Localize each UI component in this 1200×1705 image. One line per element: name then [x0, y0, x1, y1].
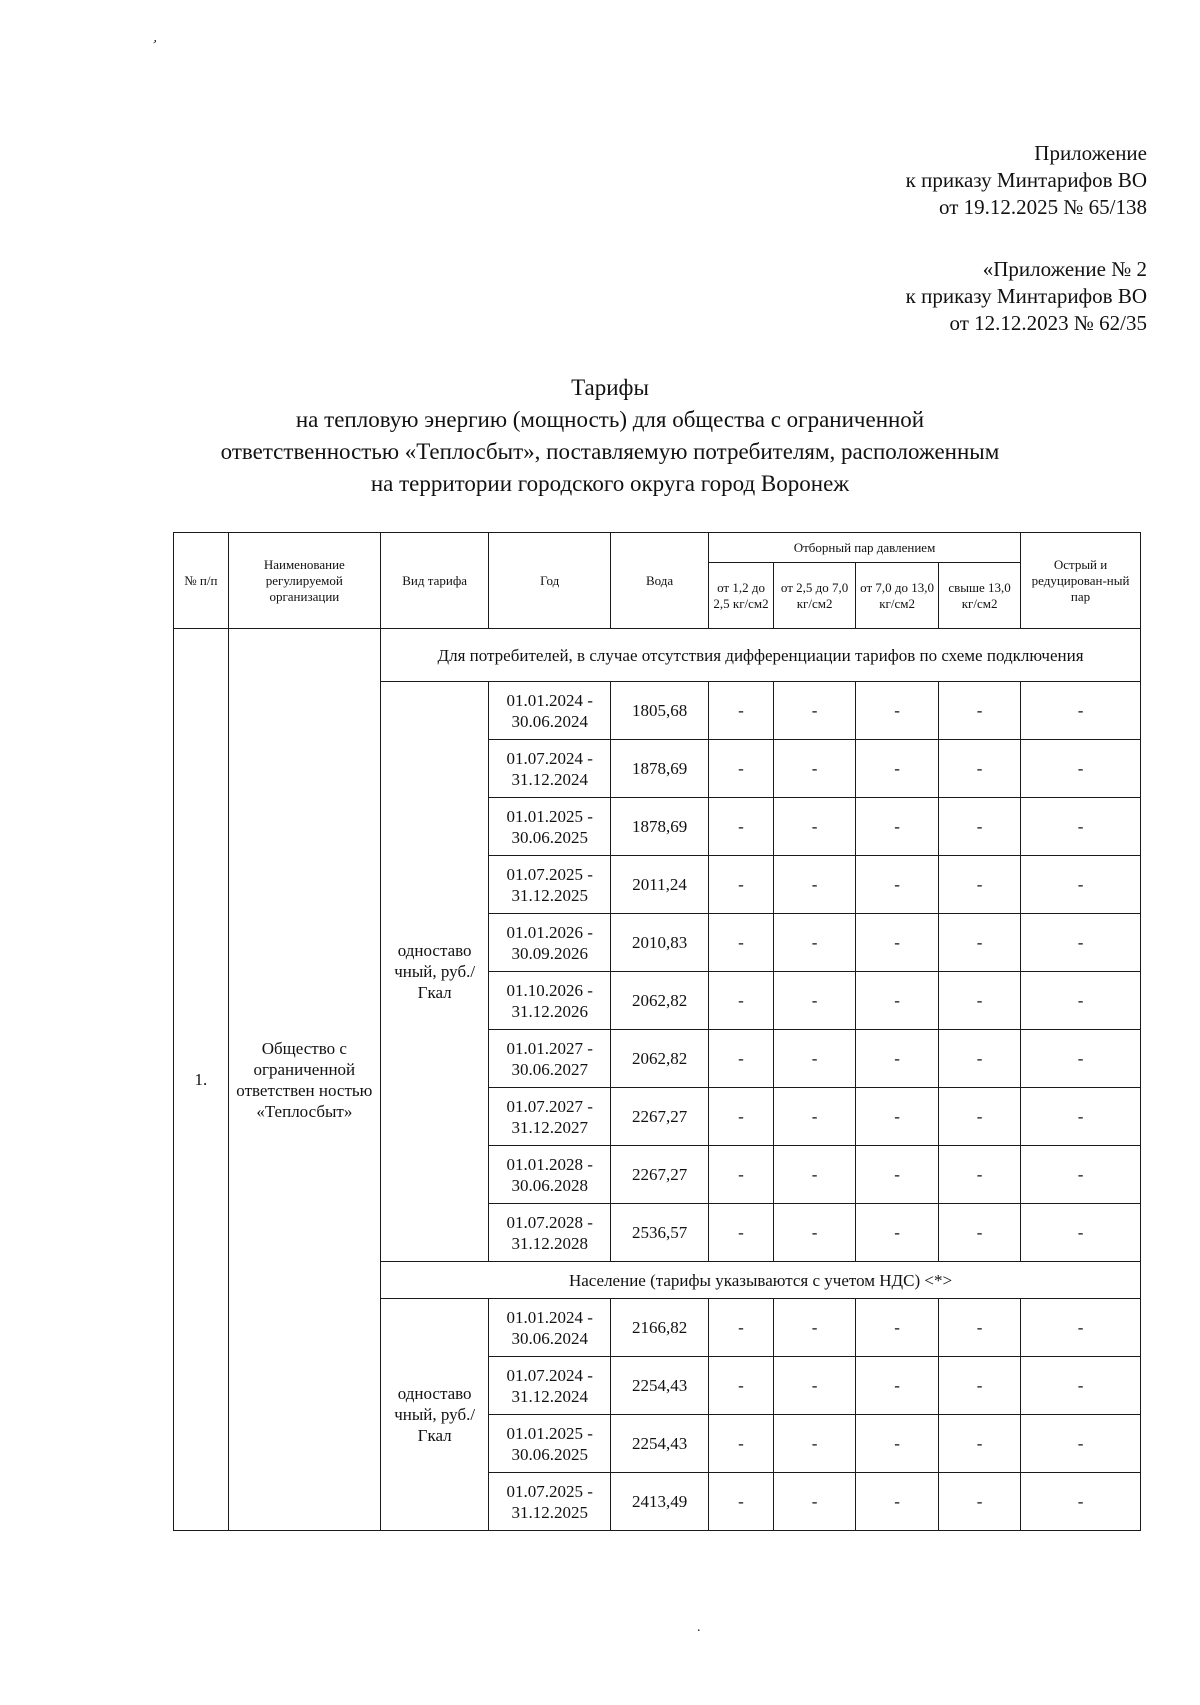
water-tariff-cell: 1805,68: [611, 682, 709, 740]
steam-tariff-cell: -: [856, 682, 939, 740]
water-tariff-cell: 2267,27: [611, 1088, 709, 1146]
steam-tariff-cell: -: [939, 682, 1021, 740]
steam-tariff-cell: -: [774, 1146, 856, 1204]
period-cell: 01.01.2028 - 30.06.2028: [489, 1146, 611, 1204]
appendix-header: [906, 140, 1147, 221]
steam-tariff-cell: -: [708, 1204, 773, 1262]
steam-tariff-cell: -: [1021, 1030, 1141, 1088]
steam-tariff-cell: -: [708, 1415, 773, 1473]
appendix-line: от 12.12.2023 № 62/35: [949, 311, 1147, 335]
steam-tariff-cell: -: [939, 1146, 1021, 1204]
appendix-line: «Приложение № 2: [982, 257, 1147, 281]
water-tariff-cell: 2010,83: [611, 914, 709, 972]
appendix-line: к приказу Минтарифов ВО: [905, 284, 1147, 308]
steam-tariff-cell: -: [1021, 1146, 1141, 1204]
steam-tariff-cell: -: [774, 972, 856, 1030]
header-steam-1: от 1,2 до 2,5 кг/см2: [708, 563, 773, 629]
header-steam-2: от 2,5 до 7,0 кг/см2: [774, 563, 856, 629]
title-line: на тепловую энергию (мощность) для общества с ограниченной: [295, 407, 925, 432]
steam-tariff-cell: -: [856, 914, 939, 972]
steam-tariff-cell: -: [774, 1204, 856, 1262]
steam-tariff-cell: -: [939, 798, 1021, 856]
steam-tariff-cell: -: [1021, 1204, 1141, 1262]
period-cell: 01.01.2024 - 30.06.2024: [489, 682, 611, 740]
steam-tariff-cell: -: [1021, 1473, 1141, 1531]
steam-tariff-cell: -: [774, 740, 856, 798]
tariff-type: одноставо чный, руб./Гкал: [381, 1299, 489, 1531]
steam-tariff-cell: -: [1021, 1415, 1141, 1473]
header-steam-4: свыше 13,0 кг/см2: [939, 563, 1021, 629]
section-row: [174, 629, 1141, 682]
header-num: № п/п: [174, 533, 229, 629]
steam-tariff-cell: -: [856, 856, 939, 914]
steam-tariff-cell: -: [939, 1299, 1021, 1357]
steam-tariff-cell: -: [856, 1204, 939, 1262]
steam-tariff-cell: -: [856, 1357, 939, 1415]
appendix-line: от 19.12.2025 № 65/138: [938, 195, 1147, 219]
steam-tariff-cell: -: [774, 1357, 856, 1415]
header-sharp-steam: Острый и редуцирован-ный пар: [1021, 533, 1141, 629]
steam-tariff-cell: -: [856, 798, 939, 856]
section-title: Население (тарифы указываются с учетом НДС) <*>: [381, 1262, 1141, 1299]
steam-tariff-cell: -: [1021, 1357, 1141, 1415]
header-year: Год: [489, 533, 611, 629]
document-title: [160, 372, 1060, 500]
steam-tariff-cell: -: [774, 1030, 856, 1088]
scan-artifact-mark: ʼ: [148, 37, 159, 54]
period-cell: 01.01.2026 - 30.09.2026: [489, 914, 611, 972]
header-org: Наименование регулируемой организации: [228, 533, 380, 629]
steam-tariff-cell: -: [1021, 1299, 1141, 1357]
title-main: Тарифы: [571, 375, 649, 400]
appendix-line: Приложение: [1034, 141, 1147, 165]
steam-tariff-cell: -: [774, 1473, 856, 1531]
steam-tariff-cell: -: [939, 1088, 1021, 1146]
steam-tariff-cell: -: [708, 1357, 773, 1415]
steam-tariff-cell: -: [1021, 972, 1141, 1030]
steam-tariff-cell: -: [708, 1030, 773, 1088]
steam-tariff-cell: -: [1021, 1088, 1141, 1146]
steam-tariff-cell: -: [856, 1030, 939, 1088]
steam-tariff-cell: -: [708, 1473, 773, 1531]
steam-tariff-cell: -: [708, 1146, 773, 1204]
row-number: 1.: [174, 629, 229, 1531]
steam-tariff-cell: -: [1021, 682, 1141, 740]
steam-tariff-cell: -: [774, 914, 856, 972]
period-cell: 01.07.2028 - 31.12.2028: [489, 1204, 611, 1262]
water-tariff-cell: 2062,82: [611, 1030, 709, 1088]
water-tariff-cell: 2166,82: [611, 1299, 709, 1357]
steam-tariff-cell: -: [708, 1299, 773, 1357]
steam-tariff-cell: -: [774, 856, 856, 914]
period-cell: 01.07.2024 - 31.12.2024: [489, 1357, 611, 1415]
appendix-original: [906, 256, 1147, 337]
steam-tariff-cell: -: [939, 1473, 1021, 1531]
steam-tariff-cell: -: [856, 740, 939, 798]
steam-tariff-cell: -: [708, 914, 773, 972]
steam-tariff-cell: -: [774, 798, 856, 856]
steam-tariff-cell: -: [939, 740, 1021, 798]
steam-tariff-cell: -: [708, 856, 773, 914]
steam-tariff-cell: -: [708, 1088, 773, 1146]
steam-tariff-cell: -: [856, 1088, 939, 1146]
steam-tariff-cell: -: [939, 1030, 1021, 1088]
header-row: [174, 533, 1141, 563]
steam-tariff-cell: -: [939, 856, 1021, 914]
steam-tariff-cell: -: [939, 914, 1021, 972]
steam-tariff-cell: -: [774, 682, 856, 740]
section-title: Для потребителей, в случае отсутствия дифференциации тарифов по схеме подключения: [381, 629, 1141, 682]
title-line: ответственностью «Теплосбыт», поставляемую потребителям, расположенным: [220, 439, 1000, 464]
tariff-type: одноставо чный, руб./Гкал: [381, 682, 489, 1262]
steam-tariff-cell: -: [939, 1415, 1021, 1473]
header-steam-group: Отборный пар давлением: [708, 533, 1020, 563]
header-tariff-type: Вид тарифа: [381, 533, 489, 629]
steam-tariff-cell: -: [856, 1146, 939, 1204]
period-cell: 01.01.2024 - 30.06.2024: [489, 1299, 611, 1357]
water-tariff-cell: 2011,24: [611, 856, 709, 914]
steam-tariff-cell: -: [1021, 856, 1141, 914]
water-tariff-cell: 2254,43: [611, 1415, 709, 1473]
steam-tariff-cell: -: [856, 972, 939, 1030]
steam-tariff-cell: -: [774, 1415, 856, 1473]
steam-tariff-cell: -: [939, 972, 1021, 1030]
steam-tariff-cell: -: [1021, 914, 1141, 972]
period-cell: 01.07.2025 - 31.12.2025: [489, 1473, 611, 1531]
header-steam-3: от 7,0 до 13,0 кг/см2: [856, 563, 939, 629]
steam-tariff-cell: -: [708, 798, 773, 856]
period-cell: 01.10.2026 - 31.12.2026: [489, 972, 611, 1030]
steam-tariff-cell: -: [708, 682, 773, 740]
water-tariff-cell: 2413,49: [611, 1473, 709, 1531]
water-tariff-cell: 2062,82: [611, 972, 709, 1030]
steam-tariff-cell: -: [856, 1415, 939, 1473]
steam-tariff-cell: -: [856, 1299, 939, 1357]
steam-tariff-cell: -: [1021, 798, 1141, 856]
header-water: Вода: [611, 533, 709, 629]
steam-tariff-cell: -: [939, 1357, 1021, 1415]
steam-tariff-cell: -: [939, 1204, 1021, 1262]
org-name: Общество с ограниченной ответствен ностью «Теплосбыт»: [228, 629, 380, 1531]
steam-tariff-cell: -: [708, 972, 773, 1030]
steam-tariff-cell: -: [708, 740, 773, 798]
period-cell: 01.07.2025 - 31.12.2025: [489, 856, 611, 914]
water-tariff-cell: 2536,57: [611, 1204, 709, 1262]
period-cell: 01.07.2024 - 31.12.2024: [489, 740, 611, 798]
period-cell: 01.01.2025 - 30.06.2025: [489, 798, 611, 856]
steam-tariff-cell: -: [1021, 740, 1141, 798]
period-cell: 01.07.2027 - 31.12.2027: [489, 1088, 611, 1146]
appendix-line: к приказу Минтарифов ВО: [905, 168, 1147, 192]
water-tariff-cell: 1878,69: [611, 798, 709, 856]
period-cell: 01.01.2027 - 30.06.2027: [489, 1030, 611, 1088]
steam-tariff-cell: -: [856, 1473, 939, 1531]
water-tariff-cell: 2267,27: [611, 1146, 709, 1204]
tariffs-table: [173, 532, 1141, 1531]
period-cell: 01.01.2025 - 30.06.2025: [489, 1415, 611, 1473]
scan-artifact-dot: .: [697, 1620, 701, 1635]
title-line: на территории городского округа город Воронеж: [370, 471, 850, 496]
water-tariff-cell: 1878,69: [611, 740, 709, 798]
steam-tariff-cell: -: [774, 1299, 856, 1357]
water-tariff-cell: 2254,43: [611, 1357, 709, 1415]
steam-tariff-cell: -: [774, 1088, 856, 1146]
